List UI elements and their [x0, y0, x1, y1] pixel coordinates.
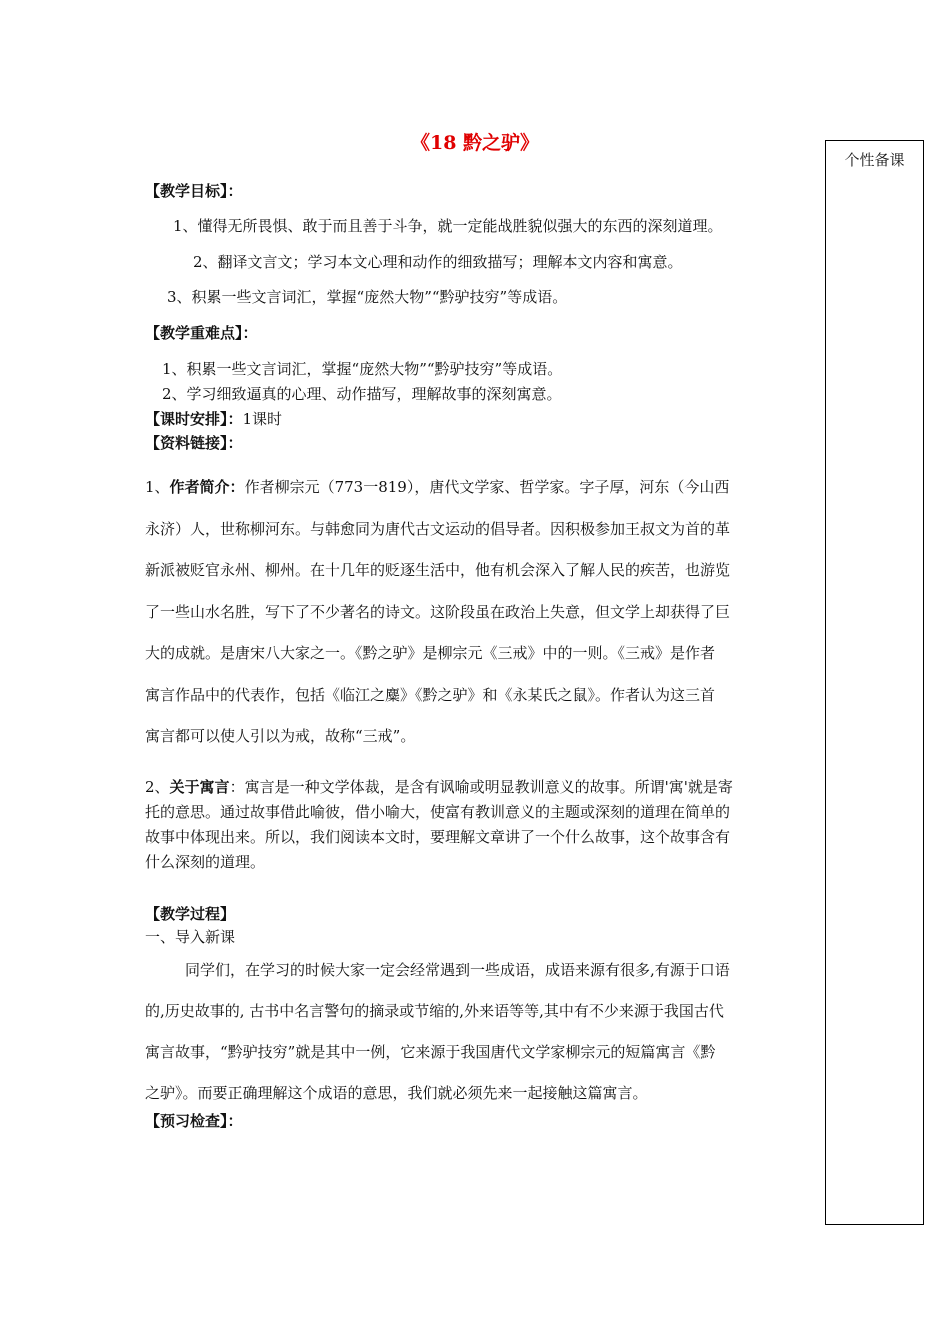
schedule-value: 1课时 [242, 410, 283, 428]
author-label: 作者简介： [169, 478, 245, 496]
key-point-item: 1、积累一些文言词汇，掌握“庞然大物”“黔驴技穷”等成语。 [162, 360, 563, 378]
fable-line: 托的意思。通过故事借此喻彼，借小喻大，使富有教训意义的主题或深刻的道理在简单的 [145, 803, 731, 821]
author-line: 永济）人，世称柳河东。与韩愈同为唐代古文运动的倡导者。因积极参加王叔文为首的革 [145, 519, 731, 538]
author-line: 寓言都可以使人引以为戒，故称“三戒”。 [145, 727, 416, 745]
intro-line: 的,历史故事的, 古书中名言警句的摘录或节缩的,外来语等等,其中有不少来源于我国古代 [145, 1002, 724, 1020]
schedule-heading: 【课时安排】： [145, 410, 243, 428]
objective-item: 2、翻译文言文；学习本文心理和动作的细致描写；理解本文内容和寓意。 [193, 253, 683, 271]
intro-line: 之驴》。而要正确理解这个成语的意思，我们就必须先来一起接触这篇寓言。 [145, 1084, 648, 1102]
author-line: 寓言作品中的代表作，包括《临江之麋》《黔之驴》和《永某氏之鼠》。作者认为这三首 [145, 685, 716, 704]
preview-heading: 【预习检查】： [145, 1112, 243, 1130]
fable-label: 关于寓言 [169, 778, 230, 796]
intro-line: 同学们，在学习的时候大家一定会经常遇到一些成语，成语来源有很多,有源于口语 [185, 961, 730, 979]
fable-line: 什么深刻的道理。 [145, 853, 266, 871]
personal-notes-label: 个性备课 [844, 151, 905, 169]
key-points-heading: 【教学重难点】： [145, 324, 258, 342]
process-heading: 【教学过程】 [145, 905, 236, 923]
page-title: 《18 黔之驴》 [410, 132, 540, 154]
author-intro [145, 467, 805, 758]
section-intro-title: 一、导入新课 [145, 928, 236, 946]
objectives-heading: 【教学目标】： [145, 182, 243, 200]
fable-line: 2、关于寓言：寓言是一种文学体裁，是含有讽喻或明显教训意义的故事。所谓'寓'就是寄 [145, 778, 733, 796]
author-line: 了一些山水名胜，写下了不少著名的诗文。这阶段虽在政治上失意，但文学上却获得了巨 [145, 602, 731, 621]
intro-paragraph [145, 950, 805, 1114]
schedule-row [145, 408, 282, 429]
author-line: 大的成就。是唐宋八大家之一。《黔之驴》是柳宗元《三戒》中的一则。《三戒》是作者 [145, 644, 716, 662]
fable-line: 故事中体现出来。所以，我们阅读本文时，要理解文章讲了一个什么故事，这个故事含有 [145, 828, 731, 846]
author-line: 新派被贬官永州、柳州。在十几年的贬逐生活中，他有机会深入了解人民的疾苦，也游览 [145, 561, 731, 579]
intro-line: 寓言故事，“黔驴技穷”就是其中一例，它来源于我国唐代文学家柳宗元的短篇寓言《黔 [145, 1043, 716, 1061]
objective-item: 3、积累一些文言词汇，掌握“庞然大物”“黔驴技穷”等成语。 [167, 288, 568, 306]
about-fable [145, 775, 805, 875]
key-point-item: 2、学习细致逼真的心理、动作描写，理解故事的深刻寓意。 [162, 385, 562, 403]
objective-item: 1、懂得无所畏惧、敢于而且善于斗争，就一定能战胜貌似强大的东西的深刻道理。 [173, 217, 723, 235]
personal-notes-box [825, 140, 924, 1225]
author-line: 1、作者简介：作者柳宗元（773一819），唐代文学家、哲学家。字子厚，河东（今山西 [145, 478, 730, 496]
resources-heading: 【资料链接】： [145, 434, 243, 452]
